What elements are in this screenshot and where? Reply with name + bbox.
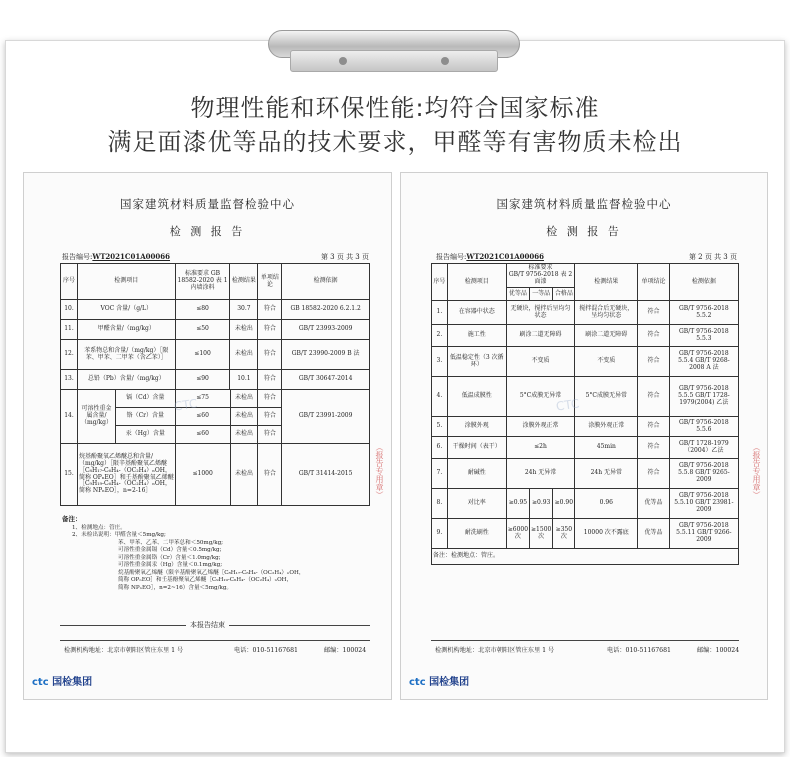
cell: 2. [432,325,448,347]
report-page-2 [400,172,768,700]
cell: 13. [61,370,78,390]
watermark: CTC [555,396,581,414]
remarks-row: 备注：检测地点：管庄。 [432,549,739,565]
cell: 5°C成膜无异常 [506,377,575,417]
cell: 符合 [638,459,669,489]
lab-postcode: 邮编：100024 [697,647,740,654]
table-row [61,390,370,408]
remarks-title: 备注： [62,515,82,523]
col-header: 标准要求 GB 18582-2020 表 1 内墙涂料 [175,264,230,300]
results-table [431,263,739,565]
cell: 10000 次不露底 [575,519,638,549]
table-row [432,519,739,549]
cell: 未检出 [230,444,258,506]
cell: GB/T 9756-2018 5.5.2 [669,301,738,325]
cell: ≥6000 次 [506,519,529,549]
page-indicator: 第 3 页 共 3 页 [320,253,369,261]
org-name: 国家建筑材料质量监督检验中心 [496,197,672,211]
col-header: 单项结论 [258,264,282,300]
lab-postcode: 邮编：100024 [324,647,367,654]
cell: 无硬块，搅拌后呈均匀状态 [506,301,575,325]
cell: 符合 [258,300,282,320]
col-header: 优等品 [506,288,529,301]
table-row [61,300,370,320]
cell: ≤60 [175,426,230,444]
cell: 刷涂二道无障碍 [506,325,575,347]
cell: 符合 [638,377,669,417]
cell: 对比率 [447,489,506,519]
cell: 甲醛含量/（mg/kg） [77,320,175,340]
ctc-logo: ctc 国检集团 [409,677,470,688]
cell: 15. [61,444,78,506]
table-row [61,370,370,390]
cell: GB/T 23990-2009 B 法 [282,340,370,370]
cell: GB/T 30647-2014 [282,370,370,390]
col-header: 检测结果 [575,264,638,301]
cell: 0.96 [575,489,638,519]
table-row [432,325,739,347]
cell: 10.1 [230,370,258,390]
table-row [432,301,739,325]
remark-line: 苯、甲苯、乙苯、二甲苯总和＜50mg/kg; [118,539,224,546]
watermark: CTC [173,396,199,414]
col-header: 检测依据 [282,264,370,300]
cell: 不变质 [575,347,638,377]
report-number: 报告编号:WT2021C01A00066 [436,252,545,261]
cell: 9. [432,519,448,549]
table-row [432,417,739,437]
lab-phone: 电话：010-51167681 [234,647,298,654]
cell: 10. [61,300,78,320]
cell: 12. [61,340,78,370]
cell: 6. [432,437,448,459]
cell: 5. [432,417,448,437]
report-end: 本报告结束 [24,620,391,630]
report-number: 报告编号:WT2021C01A00066 [62,252,171,261]
cell: ≤100 [175,340,230,370]
table-row [61,320,370,340]
cell: 镉（Cd）含量 [115,390,175,408]
cell: 8. [432,489,448,519]
cell: ≥0.93 [530,489,553,519]
cell: 未检出 [230,320,258,340]
headline-line-1: 物理性能和环保性能:均符合国家标准 [190,94,600,122]
cell: GB/T 23991-2009 [282,390,370,444]
cell: 总铅（Pb）含量/（mg/kg） [77,370,175,390]
cell: ≤1000 [175,444,230,506]
lab-phone: 电话：010-51167681 [607,647,671,654]
remark-line: 可溶性重金属铬（Cr）含量＜1.0mg/kg; [118,554,221,561]
cell: ≥350 次 [553,519,575,549]
cell: GB/T 9756-2018 5.5.4 GB/T 9268-2008 A 法 [669,347,738,377]
col-header: 检测结果 [230,264,258,300]
col-header: 检测依据 [669,264,738,301]
org-name: 国家建筑材料质量监督检验中心 [120,197,295,211]
cell: 24h 无异常 [506,459,575,489]
remark-line: 烷基酚聚氧乙烯醚（限辛基酚聚氧乙烯醚［C₈H₁₇-C₆H₄-（OC₂H₄）ₙOH， [118,569,305,576]
cell: 烷基酚聚氧乙烯醚总和含量/（mg/kg）［限辛基酚聚氧乙烯醚［C₈H₁₇-C₆H₄-（OC₂H₄）ₙOH，简称 OPₙEO］和壬基酚聚氧乙烯醚［C₉H₁₉-C₆H₄-（OC₂H₄）ₙOH，简称 NPₙEO］，n=2-16］ [77,444,175,506]
cell: 在容器中状态 [447,301,506,325]
remark-line: 简称 NPₙEO］，n=2~16）含量＜5mg/kg。 [118,584,233,591]
col-header: 序号 [432,264,448,301]
cell: GB/T 1728-1979（2004）乙法 [669,437,738,459]
cell: 低温成膜性 [447,377,506,417]
cell: ≥0.90 [553,489,575,519]
cell: GB 18582-2020 6.2.1.2 [282,300,370,320]
lab-address: 检测机构地址：北京市朝阳区管庄东里 1 号 [64,647,184,654]
table-row [61,340,370,370]
cell: 刷涂二道无障碍 [575,325,638,347]
table-row [432,377,739,417]
cell: 铬（Cr）含量 [115,408,175,426]
cell: 45min [575,437,638,459]
cell: ≤75 [175,390,230,408]
cell: 耐洗刷性 [447,519,506,549]
table-row [432,489,739,519]
cell: 涂膜外观 [447,417,506,437]
cell: 施工性 [447,325,506,347]
cell: 优等品 [638,519,669,549]
table-row [432,347,739,377]
cell: 符合 [258,444,282,506]
cell: 11. [61,320,78,340]
seal-stamp: （报告专用章） [752,443,761,499]
cell: 涂膜外观正常 [575,417,638,437]
cell: 汞（Hg）含量 [115,426,175,444]
cell: 符合 [638,417,669,437]
cell: 5°C成膜无异常 [575,377,638,417]
table-row [61,444,370,506]
cell: 优等品 [638,489,669,519]
cell: 符合 [638,325,669,347]
cell: ≤50 [175,320,230,340]
cell: ≤60 [175,408,230,426]
cell: 符合 [258,426,282,444]
remark-line: 1、检测地点：管庄。 [72,524,126,531]
remarks [62,515,362,592]
lab-address: 检测机构地址：北京市朝阳区管庄东里 1 号 [435,647,555,654]
ctc-logo: ctc 国检集团 [32,677,93,688]
table-row [432,459,739,489]
col-header: 单项结论 [638,264,669,301]
page-indicator: 第 2 页 共 3 页 [688,253,737,261]
cell: ≤90 [175,370,230,390]
cell: 14. [61,390,78,444]
remark-line: 可溶性重金属汞（Hg）含量＜0.1mg/kg; [118,562,223,569]
cell: GB/T 9756-2018 5.5.5 GB/T 1728-1979(2004) 乙法 [669,377,738,417]
cell: GB/T 23993-2009 [282,320,370,340]
cell: ≥0.95 [506,489,529,519]
cell: 不变质 [506,347,575,377]
table-header [61,264,370,300]
cell: 3. [432,347,448,377]
cell: ≤2h [506,437,575,459]
cell: ≥1500 次 [530,519,553,549]
cell: 苯系物总和含量/（mg/kg）［限苯、甲苯、二甲苯（含乙苯）］ [77,340,175,370]
cell: 搅拌混合后无硬块，呈均匀状态 [575,301,638,325]
cell: 未检出 [230,390,258,408]
cell: 符合 [258,370,282,390]
cell: 4. [432,377,448,417]
col-header: 检测项目 [447,264,506,301]
table-header [432,264,739,288]
cell: VOC 含量/（g/L） [77,300,175,320]
cell: 符合 [258,340,282,370]
cell: 干燥时间（表干） [447,437,506,459]
cell: 符合 [258,408,282,426]
remark-line: 简称 OPₙEO］和壬基酚聚氧乙烯醚［C₉H₁₉-C₆H₄-（OC₂H₄）ₙOH， [118,577,293,584]
heavy-metal-table [60,389,370,506]
cell: 低温稳定性（3 次循环） [447,347,506,377]
cell: 未检出 [230,408,258,426]
cell: GB/T 31414-2015 [282,444,370,506]
col-header: 序号 [61,264,78,300]
cell: 符合 [638,347,669,377]
results-table [60,263,370,390]
cell: 涂膜外观正常 [506,417,575,437]
headline-line-2: 满足面漆优等品的技术要求，甲醛等有害物质未检出 [107,128,683,156]
cell: 可溶性重金属含量/（mg/kg） [77,390,115,444]
cell: 未检出 [230,426,258,444]
cell: GB/T 9756-2018 5.5.3 [669,325,738,347]
col-header: 一等品 [530,288,553,301]
cell: GB/T 9756-2018 5.5.10 GB/T 23981-2009 [669,489,738,519]
cell: GB/T 9756-2018 5.5.8 GB/T 9265-2009 [669,459,738,489]
cell: 1. [432,301,448,325]
cell: 符合 [258,320,282,340]
cell: 24h 无异常 [575,459,638,489]
cell: 符合 [638,437,669,459]
cell: 未检出 [230,340,258,370]
seal-stamp: （报告专用章） [375,443,384,499]
remark-line: 2、未检出说明：甲醛含量＜5mg/kg; [72,532,166,539]
remark-line: 可溶性重金属镉（Cd）含量＜0.5mg/kg; [118,547,222,554]
cell: GB/T 9756-2018 5.5.11 GB/T 9266-2009 [669,519,738,549]
clipboard-clip [268,30,520,74]
cell: 耐碱性 [447,459,506,489]
col-header: 标准要求 GB/T 9756-2018 表 2 面漆 [506,264,575,288]
report-page-3 [23,172,392,700]
cell: 7. [432,459,448,489]
report-title: 检 测 报 告 [169,225,246,238]
col-header: 合格品 [553,288,575,301]
cell: 符合 [258,390,282,408]
cell: GB/T 9756-2018 5.5.6 [669,417,738,437]
col-header: 检测项目 [77,264,175,300]
table-row [432,437,739,459]
cell: ≤80 [175,300,230,320]
cell: 30.7 [230,300,258,320]
report-title: 检 测 报 告 [546,225,622,238]
cell: 符合 [638,301,669,325]
